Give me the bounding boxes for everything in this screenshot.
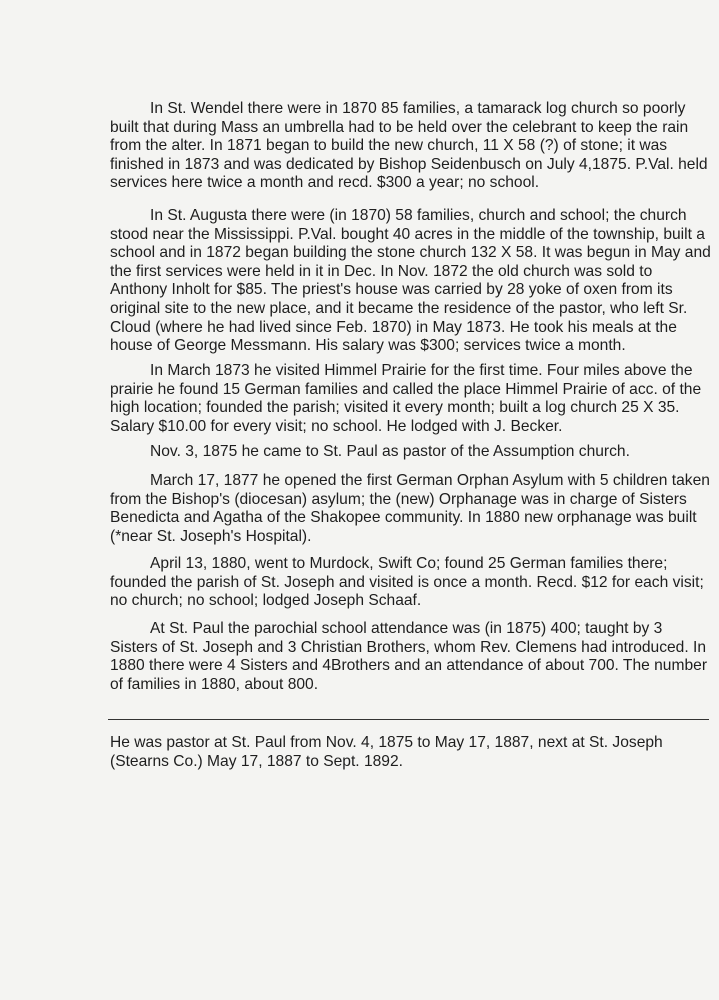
text-line: Salary $10.00 for every visit; no school. He lodged with J. Becker.: [110, 417, 563, 435]
text-line: Cloud (where he had lived since Feb. 1870) in May 1873. He took his meals at the: [110, 318, 677, 336]
text-line: 1880 there were 4 Sisters and 4Brothers and an attendance of about 700. The number: [110, 657, 708, 675]
text-line: In St. Wendel there were in 1870 85 families, a tamarack log church so poorly: [150, 100, 686, 117]
text-line: (Stearns Co.) May 17, 1887 to Sept. 1892.: [110, 752, 403, 770]
paragraph-murdock: [110, 555, 719, 611]
text-line: Anthony Inholt for $85. The priest's house was carried by 28 yoke of oxen from its: [110, 281, 673, 299]
text-line: Sisters of St. Joseph and 3 Christian Brothers, whom Rev. Clemens had introduced. In: [110, 638, 707, 656]
text-line: He was pastor at St. Paul from Nov. 4, 1875 to May 17, 1887, next at St. Joseph: [110, 734, 663, 751]
paragraph-st-wendel: [110, 100, 719, 193]
text-line: April 13, 1880, went to Murdock, Swift Co; found 25 German families there;: [150, 555, 668, 572]
horizontal-divider: [108, 719, 709, 720]
text-line: school and in 1872 began building the stone church 132 X 58. It was begun in May and: [110, 244, 711, 262]
paragraph-parochial-school: [110, 620, 719, 694]
paragraph-st-augusta: [110, 207, 719, 356]
text-line: Nov. 3, 1875 he came to St. Paul as pastor of the Assumption church.: [150, 443, 630, 460]
text-line: house of George Messmann. His salary was $300; services twice a month.: [110, 337, 626, 355]
text-line: original site to the new place, and it became the residence of the pastor, who left Sr.: [110, 299, 688, 317]
text-line: of families in 1880, about 800.: [110, 675, 319, 693]
text-line: (*near St. Joseph's Hospital).: [110, 527, 312, 545]
text-line: Benedicta and Agatha of the Shakopee community. In 1880 new orphanage was built: [110, 509, 697, 527]
paragraph-himmel-prairie: [110, 362, 719, 436]
text-line: stood near the Mississippi. P.Val. bought 40 acres in the middle of the township, built a: [110, 225, 705, 243]
text-line: the first services were held in it in Dec. In Nov. 1872 the old church was sold to: [110, 262, 653, 280]
text-line: In March 1873 he visited Himmel Prairie for the first time. Four miles above the: [150, 362, 693, 379]
text-line: high location; founded the parish; visited it every month; built a log church 25 X 35.: [110, 399, 680, 417]
text-line: built that during Mass an umbrella had to be held over the celebrant to keep the rain: [110, 118, 689, 136]
footnote-pastorate: [110, 734, 719, 771]
paragraph-orphan-asylum: [110, 472, 719, 546]
text-line: from the alter. In 1871 began to build the new church, 11 X 58 (?) of stone; it was: [110, 137, 668, 155]
text-line: from the Bishop's (diocesan) asylum; the (new) Orphanage was in charge of Sisters: [110, 490, 687, 508]
text-line: prairie he found 15 German families and called the place Himmel Prairie of acc. of the: [110, 380, 702, 398]
text-line: In St. Augusta there were (in 1870) 58 families, church and school; the church: [150, 207, 687, 224]
text-line: March 17, 1877 he opened the first German Orphan Asylum with 5 children taken: [150, 472, 710, 489]
text-line: founded the parish of St. Joseph and visited is once a month. Recd. $12 for each visit;: [110, 573, 704, 591]
text-line: services here twice a month and recd. $300 a year; no school.: [110, 174, 540, 192]
paragraph-st-paul-arrival: [110, 443, 719, 462]
text-line: At St. Paul the parochial school attendance was (in 1875) 400; taught by 3: [150, 620, 663, 637]
text-line: no church; no school; lodged Joseph Schaaf.: [110, 592, 422, 610]
text-line: finished in 1873 and was dedicated by Bishop Seidenbusch on July 4,1875. P.Val. held: [110, 155, 708, 173]
